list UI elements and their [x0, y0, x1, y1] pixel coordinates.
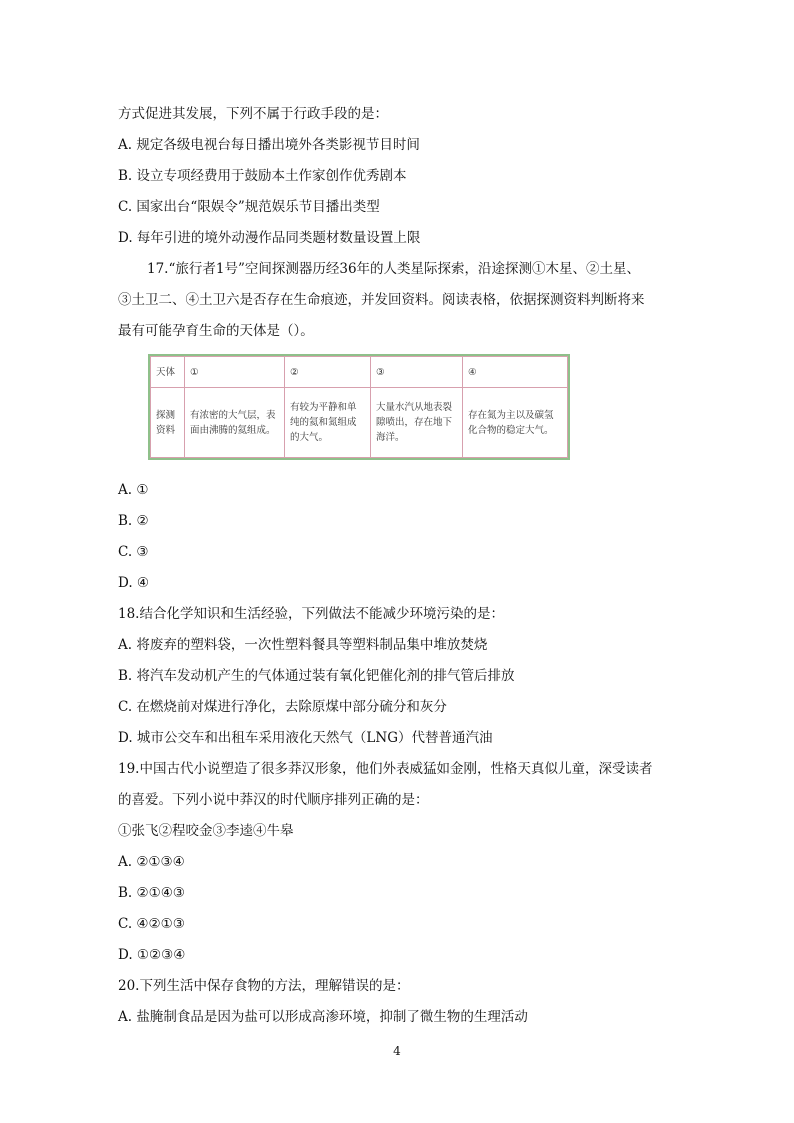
question-19-line-1: 19.中国古代小说塑造了很多莽汉形象，他们外表威猛如金刚，性格天真似儿童，深受读者 [118, 761, 653, 777]
question-17-line-1: 17.“旅行者1号”空间探测器历经36年的人类星际探索，沿途探测①木星、②土星、 [147, 261, 641, 277]
q18-option-d: D. 城市公交车和出租车采用液化天然气（LNG）代替普通汽油 [118, 730, 493, 746]
q17-option-a: A. ① [118, 482, 149, 498]
question-17-line-3: 最有可能孕育生命的天体是（）。 [118, 323, 314, 339]
q19-option-c: C. ④②①③ [118, 916, 185, 932]
table-header-cell: 天体 [151, 357, 185, 388]
q18-option-a: A. 将废弃的塑料袋，一次性塑料餐具等塑料制品集中堆放焚烧 [118, 637, 488, 653]
page-number: 4 [393, 1044, 401, 1058]
table-cell: 大量水汽从地表裂隙喷出，存在地下海洋。 [371, 388, 463, 458]
q16-option-d: D. 每年引进的境外动漫作品同类题材数量设置上限 [118, 230, 421, 246]
table-header-cell: ② [285, 357, 371, 388]
table-cell: 有浓密的大气层，表面由沸腾的氦组成。 [185, 388, 285, 458]
q16-option-c: C. 国家出台“限娱令”规范娱乐节目播出类型 [118, 199, 380, 215]
q16-option-b: B. 设立专项经费用于鼓励本土作家创作优秀剧本 [118, 168, 407, 184]
q17-option-b: B. ② [118, 513, 149, 529]
table-header-cell: ④ [463, 357, 568, 388]
table-cell: 存在氮为主以及碳氢化合物的稳定大气。 [463, 388, 568, 458]
q19-option-d: D. ①②③④ [118, 947, 186, 963]
question-19-line-3: ①张飞②程咬金③李逵④牛皋 [118, 823, 294, 839]
table-row-label: 探测资料 [151, 388, 185, 458]
q17-option-c: C. ③ [118, 544, 149, 560]
q16-option-a: A. 规定各级电视台每日播出境外各类影视节目时间 [118, 137, 420, 153]
question-20: 20.下列生活中保存食物的方法，理解错误的是： [118, 978, 410, 994]
q17-option-d: D. ④ [118, 575, 150, 591]
q20-option-a: A. 盐腌制食品是因为盐可以形成高渗环境，抑制了微生物的生理活动 [118, 1009, 528, 1025]
q19-option-b: B. ②①④③ [118, 885, 185, 901]
table-header-cell: ③ [371, 357, 463, 388]
question-19-line-2: 的喜爱。下列小说中莽汉的时代顺序排列正确的是： [118, 792, 429, 808]
question-17-line-2: ③土卫二、④土卫六是否存在生命痕迹，并发回资料。阅读表格，依据探测资料判断将来 [118, 292, 645, 308]
table-header-cell: ① [185, 357, 285, 388]
q18-option-b: B. 将汽车发动机产生的气体通过装有氧化钯催化剂的排气管后排放 [118, 668, 515, 684]
question-16-stem-end: 方式促进其发展，下列不属于行政手段的是： [118, 106, 388, 122]
q19-option-a: A. ②①③④ [118, 854, 185, 870]
exploration-table [148, 354, 570, 460]
table-cell: 有较为平静和单纯的氦和氮组成的大气。 [285, 388, 371, 458]
q18-option-c: C. 在燃烧前对煤进行净化，去除原煤中部分硫分和灰分 [118, 699, 447, 715]
question-18: 18.结合化学知识和生活经验，下列做法不能减少环境污染的是： [118, 606, 504, 622]
